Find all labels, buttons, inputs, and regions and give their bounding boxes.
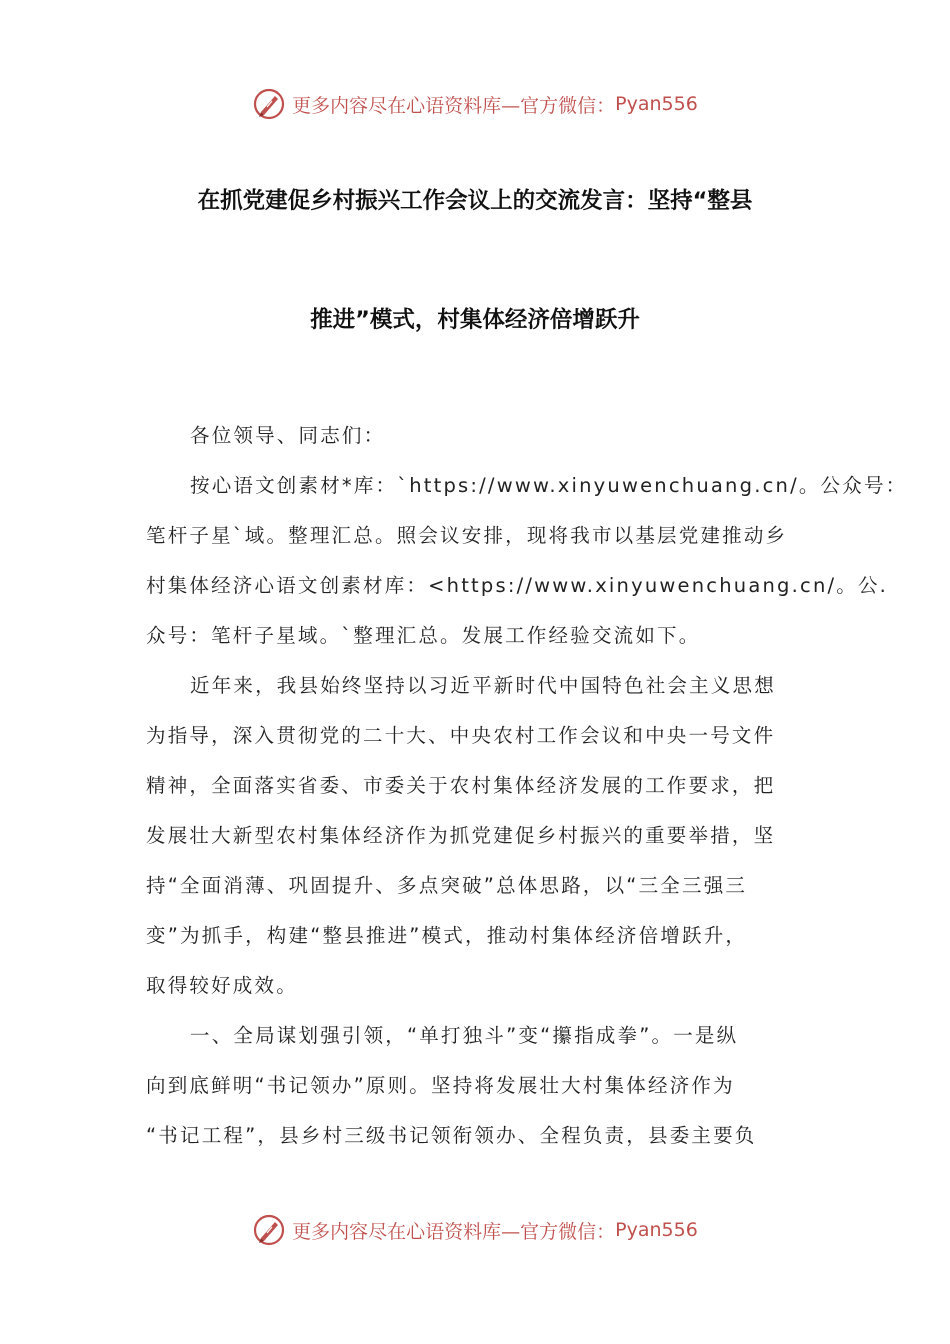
banner-wechat-id: Pyan556: [615, 1219, 698, 1241]
document-title-line-2: 推进”模式，村集体经济倍增跃升: [310, 307, 640, 333]
body-line: 众号：笔杆子星域。`整理汇总。发展工作经验交流如下。: [146, 624, 701, 647]
header-banner: [0, 84, 950, 124]
banner-text: 更多内容尽在心语资料库—官方微信：: [292, 1220, 616, 1243]
footer-banner: [0, 1210, 950, 1250]
body-line: 按心语文创素材*库：`https://www.xinyuwenchuang.cn/。公众号：: [190, 474, 908, 497]
pen-logo-icon: [252, 1213, 286, 1247]
body-line: 笔杆子星`域。整理汇总。照会议安排，现将我市以基层党建推动乡: [146, 524, 788, 547]
pen-logo-icon: [252, 87, 286, 121]
body-line: 发展壮大新型农村集体经济作为抓党建促乡村振兴的重要举措，坚: [146, 824, 776, 847]
body-line: 精神，全面落实省委、市委关于农村集体经济发展的工作要求，把: [146, 774, 776, 797]
body-line: 持“全面消薄、巩固提升、多点突破”总体思路，以“三全三强三: [146, 874, 748, 897]
body-line: 一、全局谋划强引领，“单打独斗”变“攥指成拳”。一是纵: [190, 1024, 739, 1047]
banner-text: 更多内容尽在心语资料库—官方微信：: [292, 94, 616, 117]
body-line: 为指导，深入贯彻党的二十大、中央农村工作会议和中央一号文件: [146, 724, 776, 747]
body-line: 变”为抓手，构建“整县推进”模式，推动村集体经济倍增跃升，: [146, 924, 748, 947]
banner-wechat-id: Pyan556: [615, 93, 698, 115]
body-line: 村集体经济心语文创素材库：<https://www.xinyuwenchuang.cn/。公.: [146, 574, 889, 597]
body-line: 向到底鲜明“书记领办”原则。坚持将发展壮大村集体经济作为: [146, 1074, 735, 1097]
body-line: “书记工程”，县乡村三级书记领衔领办、全程负责，县委主要负: [146, 1124, 757, 1147]
body-line: 取得较好成效。: [146, 974, 298, 997]
document-title-line-1: 在抓党建促乡村振兴工作会议上的交流发言：坚持“整县: [197, 188, 753, 214]
body-line: 近年来，我县始终坚持以习近平新时代中国特色社会主义思想: [190, 674, 776, 697]
body-line: 各位领导、同志们：: [190, 424, 386, 447]
